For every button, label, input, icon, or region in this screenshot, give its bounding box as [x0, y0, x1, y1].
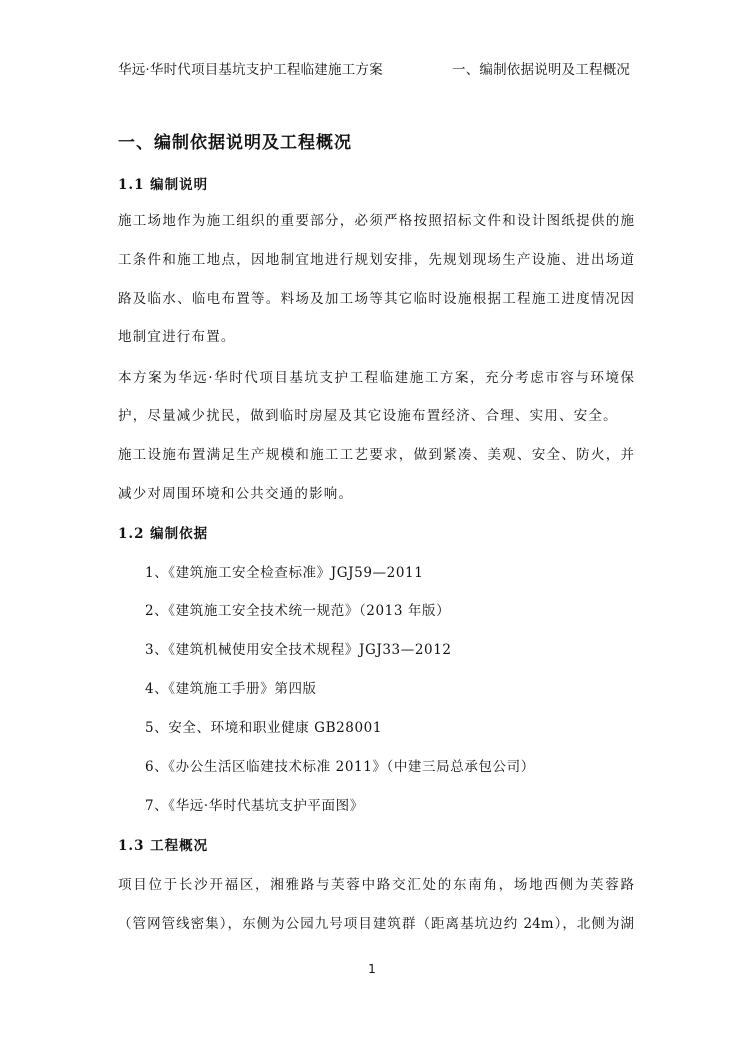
paragraph-line: 减少对周围环境和公共交通的影响。: [118, 486, 354, 502]
subsection-1-3-title: 1.3 工程概况: [118, 838, 209, 854]
subsection-1-1-title: 1.1 编制说明: [118, 177, 209, 193]
reference-item: 4、《建筑施工手册》第四版: [145, 681, 317, 697]
paragraph-line: 工条件和施工地点，因地制宜地进行规划安排，先规划现场生产设施、进出场道: [118, 252, 634, 268]
reference-item: 1、《建筑施工安全检查标准》JGJ59—2011: [145, 565, 424, 581]
paragraph-line: （管网管线密集），东侧为公园九号项目建筑群（距离基坑边约 24m），北侧为湖: [118, 916, 634, 932]
paragraph-line: 地制宜进行布置。: [118, 329, 236, 345]
reference-item: 3、《建筑机械使用安全技术规程》JGJ33—2012: [145, 642, 452, 658]
section-title: 一、编制依据说明及工程概况: [118, 133, 352, 153]
paragraph-line: 施工设施布置满足生产规模和施工工艺要求，做到紧凑、美观、安全、防火，并: [118, 447, 634, 463]
reference-item: 5、安全、环境和职业健康 GB28001: [145, 720, 383, 736]
header-section-title: 一、编制依据说明及工程概况: [452, 62, 631, 78]
paragraph-line: 路及临水、临电布置等。料场及加工场等其它临时设施根据工程施工进度情况因: [118, 291, 634, 307]
reference-item: 7、《华远·华时代基坑支护平面图》: [145, 798, 364, 814]
paragraph-line: 本方案为华远·华时代项目基坑支护工程临建施工方案，充分考虑市容与环境保: [118, 370, 634, 386]
header-document-title: 华远·华时代项目基坑支护工程临建施工方案: [118, 62, 383, 78]
reference-item: 2、《建筑施工安全技术统一规范》（2013 年版）: [145, 603, 451, 619]
paragraph-line: 项目位于长沙开福区，湘雅路与芙蓉中路交汇处的东南角，场地西侧为芙蓉路: [118, 877, 634, 893]
paragraph-line: 护，尽量减少扰民，做到临时房屋及其它设施布置经济、合理、实用、安全。: [118, 408, 618, 424]
page-number: 1: [368, 962, 376, 976]
paragraph-line: 施工场地作为施工组织的重要部分，必须严格按照招标文件和设计图纸提供的施: [118, 213, 634, 229]
reference-item: 6、《办公生活区临建技术标准 2011》（中建三局总承包公司）: [145, 759, 535, 775]
subsection-1-2-title: 1.2 编制依据: [118, 526, 209, 542]
